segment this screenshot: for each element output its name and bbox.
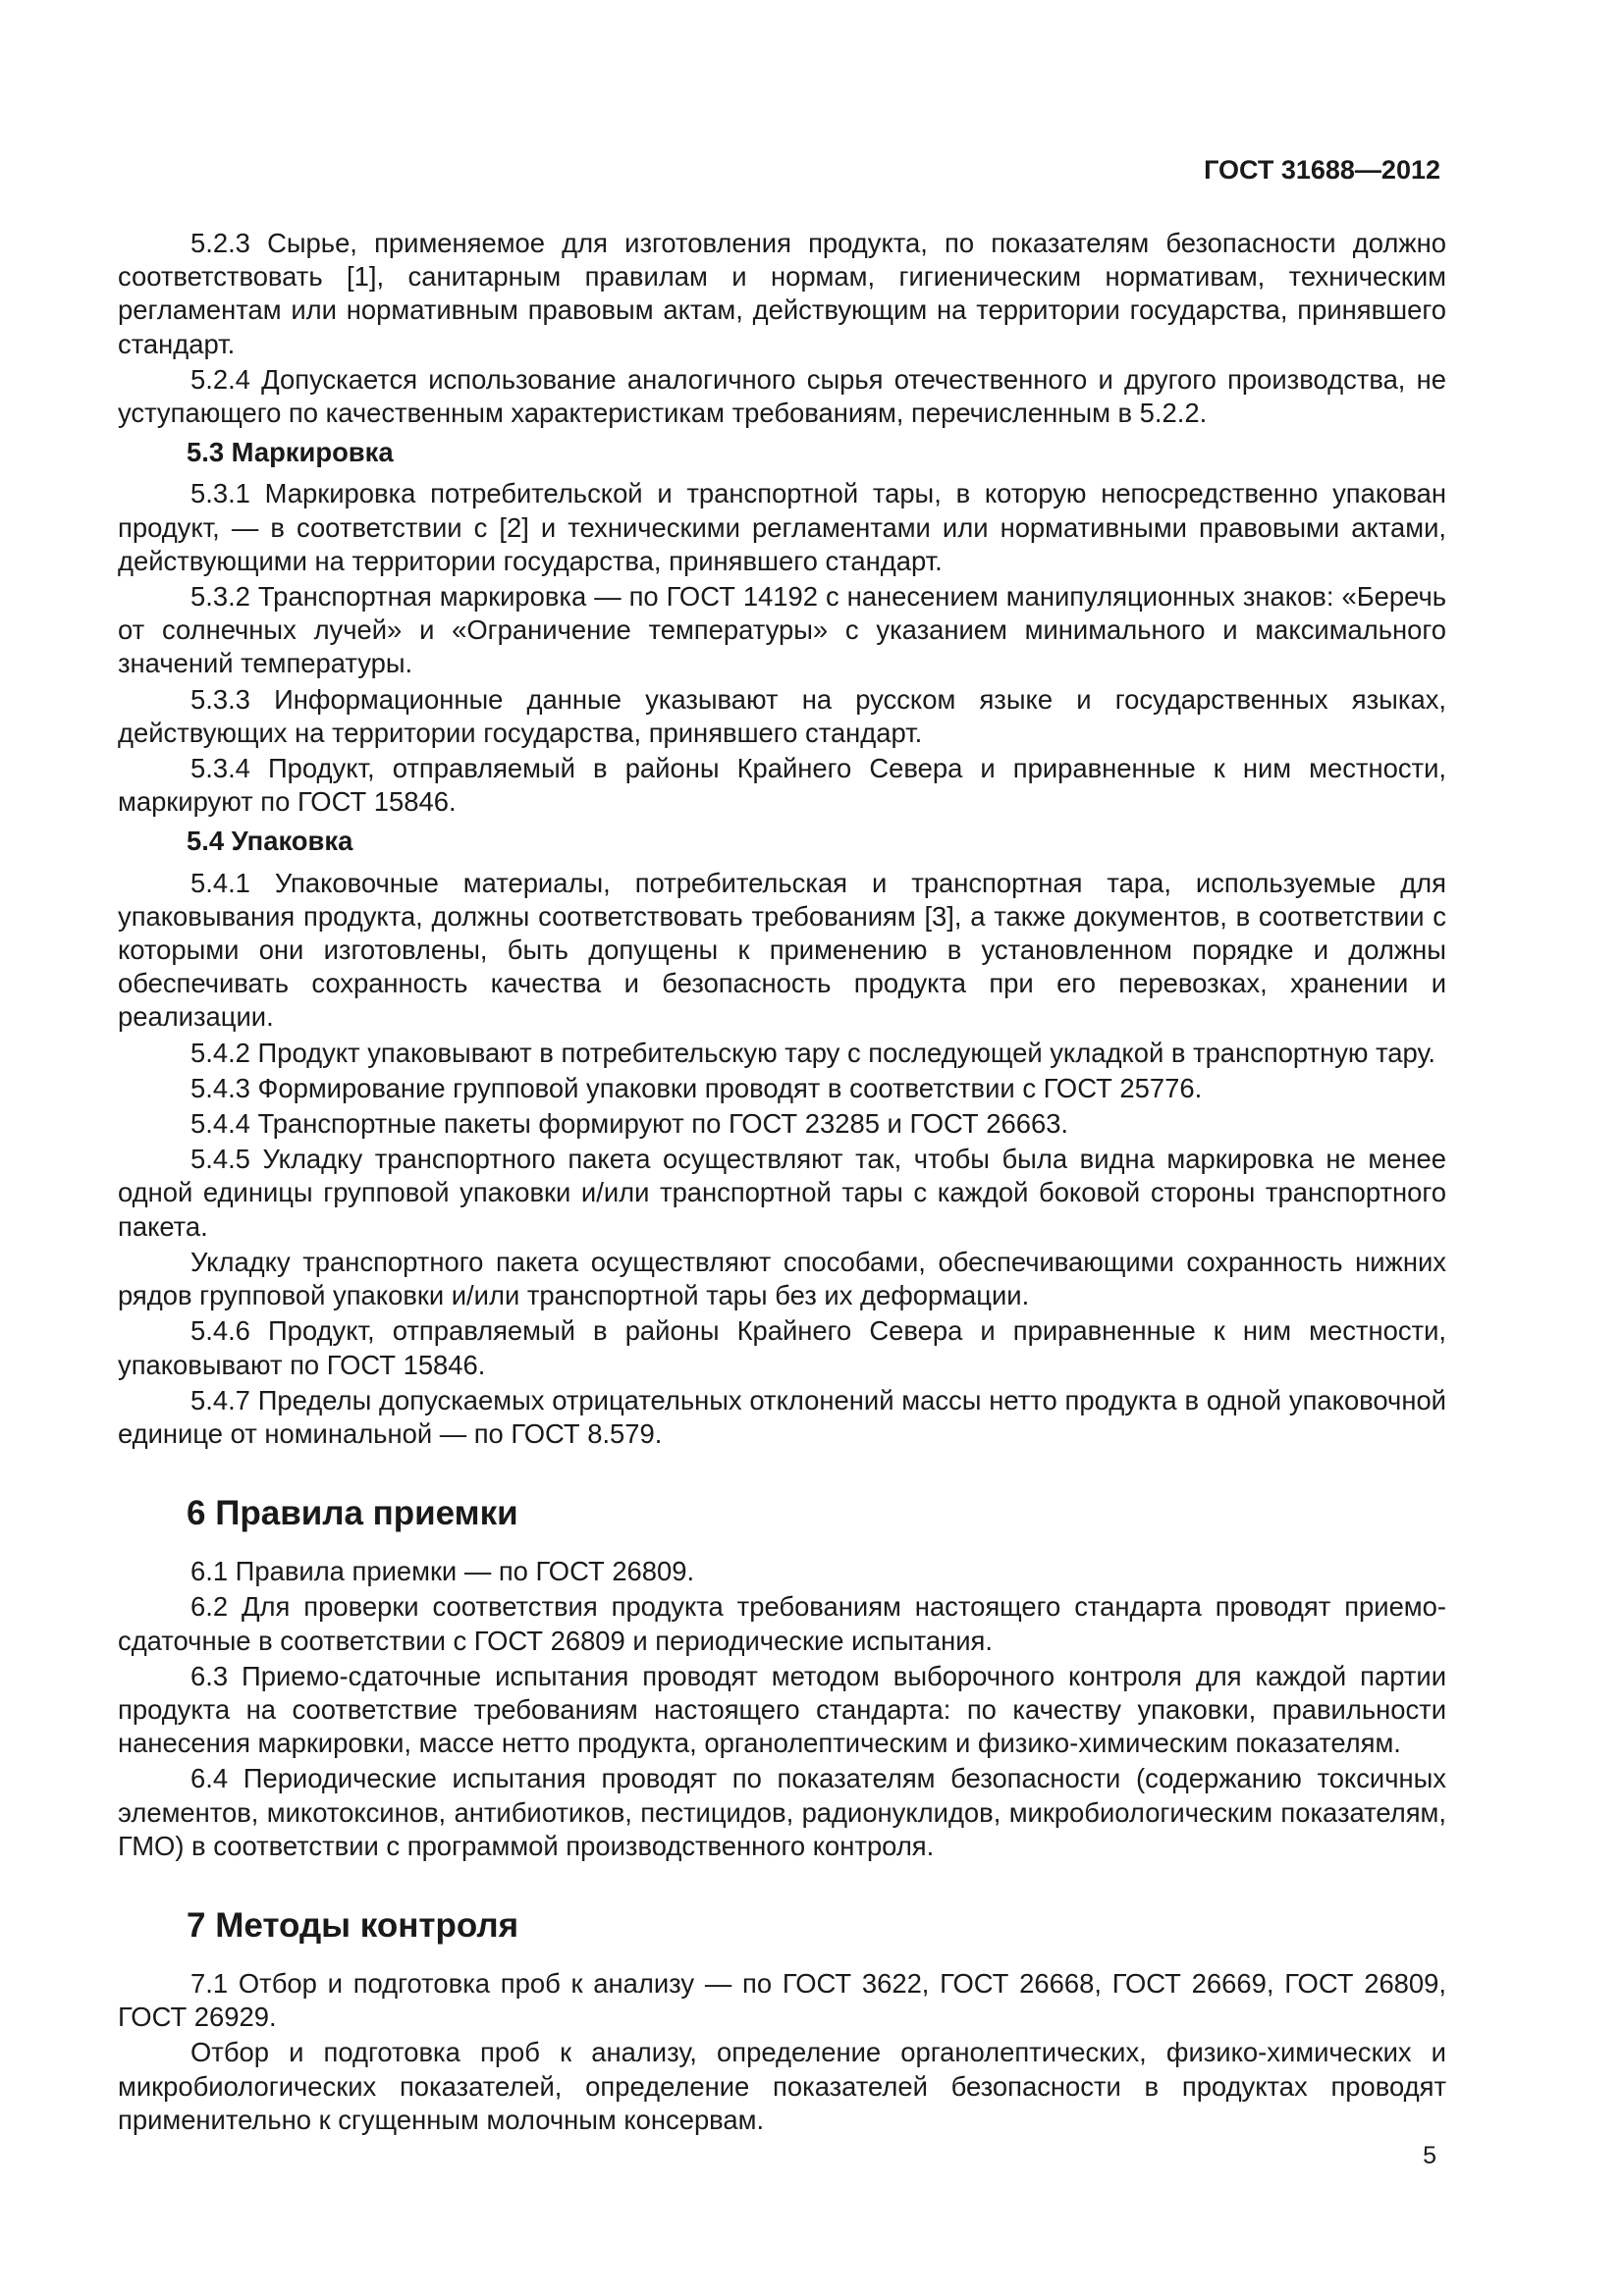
clause-7-1: 7.1 Отбор и подготовка проб к анализу — по ГОСТ 3622, ГОСТ 26668, ГОСТ 26669, ГОСТ 26809, ГОСТ 26929. <box>118 1967 1446 2033</box>
clause-5-4-7: 5.4.7 Пределы допускаемых отрицательных отклонений массы нетто продукта в одной упаковочной единице от номинальной — по ГОСТ 8.579. <box>118 1384 1446 1449</box>
clause-5-4-2: 5.4.2 Продукт упаковывают в потребительскую тару с последующей укладкой в транспортную тару. <box>190 1037 1436 1068</box>
subsection-heading-5-3: 5.3 Маркировка <box>187 437 394 468</box>
clause-6-2: 6.2 Для проверки соответствия продукта требованиям настоящего стандарта проводят приемо-сдаточные в соответствии с ГОСТ 26809 и периодические испытания. <box>118 1591 1446 1656</box>
clause-7-1-continued: Отбор и подготовка проб к анализу, определение органолептических, физико-химических и микробиологических показателей, определение показателей безопасности в продуктах проводят применительно к сгущенным молочным консервам. <box>118 2037 1446 2135</box>
clause-5-4-3: 5.4.3 Формирование групповой упаковки проводят в соответствии с ГОСТ 25776. <box>190 1072 1203 1103</box>
subsection-heading-5-4: 5.4 Упаковка <box>187 826 353 857</box>
clause-5-3-2: 5.3.2 Транспортная маркировка — по ГОСТ 14192 с нанесением манипуляционных знаков: «Беречь от солнечных лучей» и «Ограничение температуры» с указанием минимального и максимального значений температуры. <box>118 581 1446 679</box>
clause-5-2-4: 5.2.4 Допускается использование аналогичного сырья отечественного и другого производства, не уступающего по качественным характеристикам требованиям, перечисленным в 5.2.2. <box>118 363 1446 429</box>
section-heading-6: 6 Правила приемки <box>187 1494 518 1533</box>
clause-6-3: 6.3 Приемо-сдаточные испытания проводят методом выборочного контроля для каждой партии продукта на соответствие требованиям настоящего стандарта: по качеству упаковки, правильности нанесения маркировки, массе нетто продукта, органолептическим и физико-химическим показателям. <box>118 1660 1446 1759</box>
clause-5-3-4: 5.3.4 Продукт, отправляемый в районы Крайнего Севера и приравненные к ним местности, маркируют по ГОСТ 15846. <box>118 753 1446 818</box>
page-content <box>118 227 1446 2139</box>
clause-6-1: 6.1 Правила приемки — по ГОСТ 26809. <box>190 1556 695 1587</box>
clause-5-4-4: 5.4.4 Транспортные пакеты формируют по ГОСТ 23285 и ГОСТ 26663. <box>190 1108 1069 1140</box>
clause-5-4-5-continued: Укладку транспортного пакета осуществляют способами, обеспечивающими сохранность нижних рядов групповой упаковки и/или транспортной тары без их деформации. <box>118 1246 1446 1311</box>
page-number: 5 <box>1423 2142 1436 2169</box>
clause-6-4: 6.4 Периодические испытания проводят по показателям безопасности (содержанию токсичных элементов, микотоксинов, антибиотиков, пестицидов, радионуклидов, микробиологическим показателям, ГМО) в соответствии с программой производственного контроля. <box>118 1763 1446 1861</box>
clause-5-4-1: 5.4.1 Упаковочные материалы, потребительская и транспортная тара, используемые для упаковывания продукта, должны соответствовать требованиям [3], а также документов, в соответствии с которыми они изготовлены, быть допущены к применению в установленном порядке и должны обеспечивать сохранность качества и безопасность продукта при его перевозках, хранении и реализации. <box>118 867 1446 1033</box>
document-code-header: ГОСТ 31688—2012 <box>1204 155 1440 185</box>
clause-5-3-3: 5.3.3 Информационные данные указывают на русском языке и государственных языках, действующих на территории государства, принявшего стандарт. <box>118 683 1446 748</box>
section-heading-7: 7 Методы контроля <box>187 1905 519 1945</box>
clause-5-3-1: 5.3.1 Маркировка потребительской и транспортной тары, в которую непосредственно упакован продукт, — в соответствии с [2] и техническими регламентами или нормативными правовыми актами, действующими на территории государства, принявшего стандарт. <box>118 478 1446 576</box>
clause-5-4-5: 5.4.5 Укладку транспортного пакета осуществляют так, чтобы была видна маркировка не менее одной единицы групповой упаковки и/или транспортной тары с каждой боковой стороны транспортного пакета. <box>118 1144 1446 1242</box>
clause-5-2-3: 5.2.3 Сырье, применяемое для изготовления продукта, по показателям безопасности должно соответствовать [1], санитарным правилам и нормам, гигиеническим нормативам, техническим регламентам или нормативным правовым актам, действующим на территории государства, принявшего стандарт. <box>118 228 1446 359</box>
clause-5-4-6: 5.4.6 Продукт, отправляемый в районы Крайнего Севера и приравненные к ним местности, упаковывают по ГОСТ 15846. <box>118 1315 1446 1380</box>
